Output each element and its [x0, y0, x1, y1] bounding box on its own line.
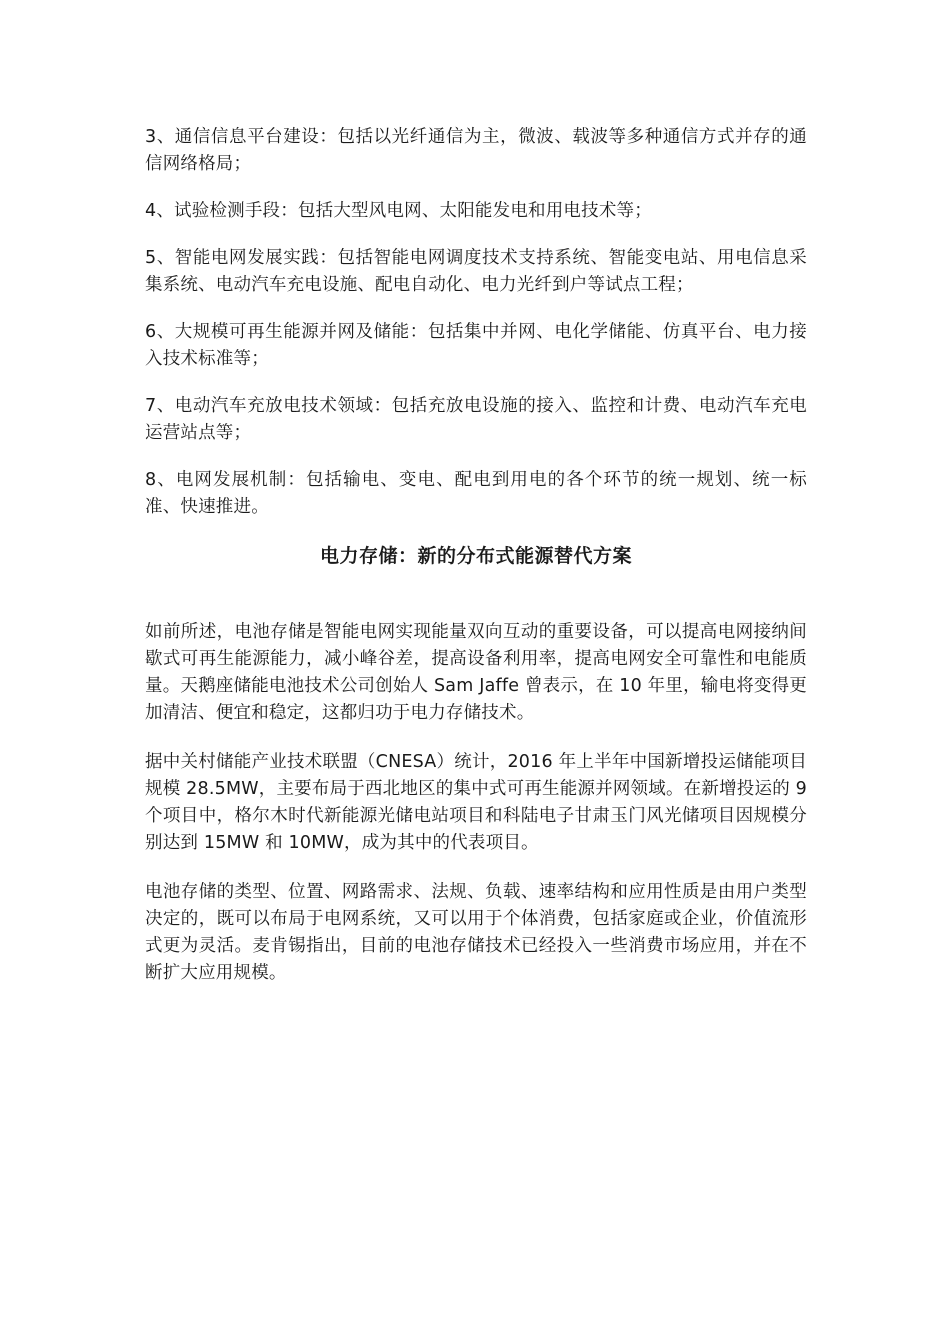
paragraph-cnesa-statistics: 据中关村储能产业技术联盟（CNESA）统计，2016 年上半年中国新增投运储能项目规模 28.5MW，主要布局于西北地区的集中式可再生能源并网领域。在新增投运的 9 个项目中，格尔木时代新能源光储电站项目和科陆电子甘肃玉门风光储项目因规模分别达到 15MW 和 10MW，成为其中的代表项目。 [145, 752, 807, 853]
section-heading: 电力存储：新的分布式能源替代方案 [319, 545, 632, 567]
list-item-8: 8、电网发展机制：包括输电、变电、配电到用电的各个环节的统一规划、统一标准、快速推进。 [145, 470, 807, 517]
paragraph-storage-types: 电池存储的类型、位置、网路需求、法规、负载、速率结构和应用性质是由用户类型决定的，既可以布局于电网系统，又可以用于个体消费，包括家庭或企业，价值流形式更为灵活。麦肯锡指出，目前的电池存储技术已经投入一些消费市场应用，并在不断扩大应用规模。 [145, 882, 807, 983]
list-item-5: 5、智能电网发展实践：包括智能电网调度技术支持系统、智能变电站、用电信息采集系统、电动汽车充电设施、配电自动化、电力光纤到户等试点工程； [145, 248, 807, 295]
list-item-3: 3、通信信息平台建设：包括以光纤通信为主，微波、载波等多种通信方式并存的通信网络格局； [145, 127, 807, 174]
document-page [145, 124, 807, 1009]
numbered-list [145, 124, 807, 521]
list-item-4: 4、试验检测手段：包括大型风电网、太阳能发电和用电技术等； [145, 201, 652, 221]
list-item-7: 7、电动汽车充放电技术领域：包括充放电设施的接入、监控和计费、电动汽车充电运营站点等； [145, 396, 807, 443]
paragraph-battery-storage: 如前所述，电池存储是智能电网实现能量双向互动的重要设备，可以提高电网接纳间歇式可再生能源能力，减小峰谷差，提高设备利用率，提高电网安全可靠性和电能质量。天鹅座储能电池技术公司创始人 Sam Jaffe 曾表示，在 10 年里，输电将变得更加清洁、便宜和稳定，这都归功于电力存储技术。 [145, 622, 807, 723]
section-body [145, 619, 807, 987]
list-item-6: 6、大规模可再生能源并网及储能：包括集中并网、电化学储能、仿真平台、电力接入技术标准等； [145, 322, 807, 369]
